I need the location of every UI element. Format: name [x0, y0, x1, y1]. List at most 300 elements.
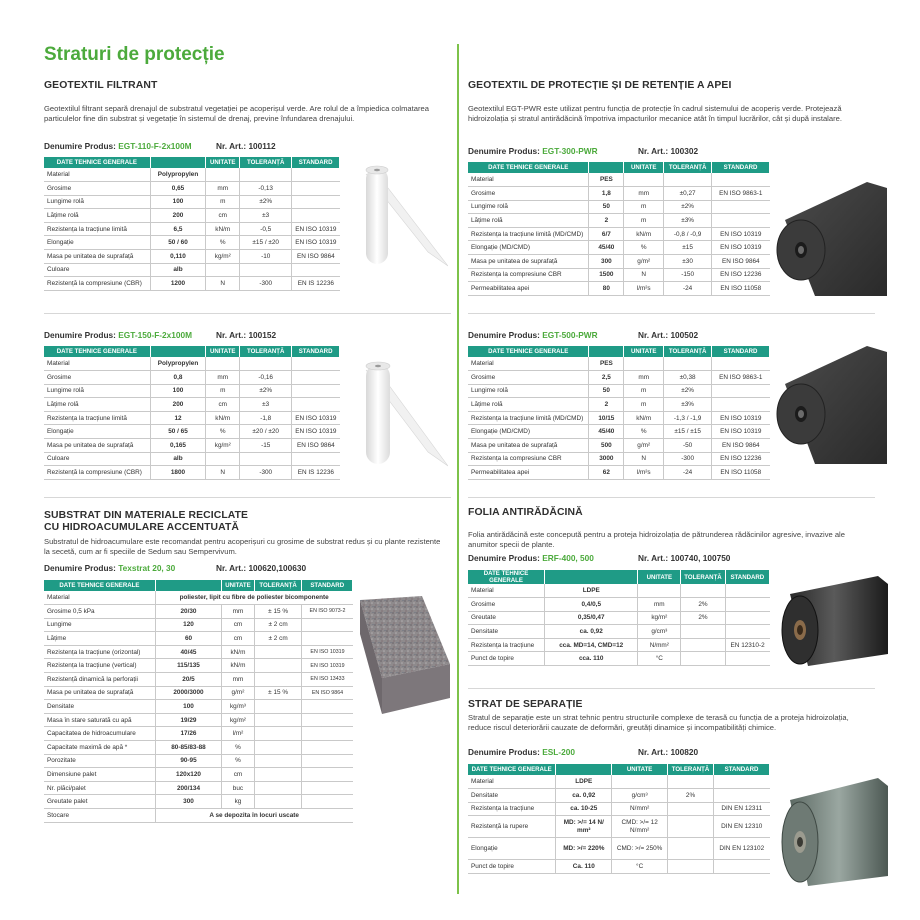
cell-label: Densitate — [468, 625, 545, 639]
cell-tolerance: 2% — [681, 611, 725, 625]
cell-standard — [302, 713, 353, 727]
cell-label: Capacitate maximă de apă * — [44, 741, 155, 755]
table-row — [44, 209, 340, 223]
table-row — [468, 789, 770, 803]
cell-tolerance: ±3% — [664, 398, 712, 412]
separator-line — [468, 688, 875, 689]
cell-value: 200 — [150, 398, 206, 412]
cell-label: Lățime rolă — [468, 398, 589, 412]
cell-label: Grosime — [44, 371, 150, 385]
cell-label: Masa pe unitatea de suprafață — [468, 439, 589, 453]
cell-standard: EN ISO 10319 — [712, 241, 770, 255]
cell-tolerance: ± 2 cm — [254, 618, 302, 632]
cell-unit: m — [206, 195, 240, 209]
cell-tolerance: ±0,27 — [664, 187, 712, 201]
cell-tolerance: ±0,38 — [664, 371, 712, 385]
cell-standard — [712, 214, 770, 228]
col-header-standard: STANDARD — [302, 580, 353, 591]
cell-value: Polypropylen — [150, 168, 206, 182]
cell-label: Rezistență dinamică la perforații — [44, 673, 155, 687]
cell-label: Porozitate — [44, 754, 155, 768]
cell-unit: kN/m — [222, 645, 255, 659]
cell-standard: EN 12310-2 — [725, 638, 769, 652]
cell-label: Nr. plăci/palet — [44, 781, 155, 795]
table-row — [468, 860, 770, 874]
cell-standard — [725, 625, 769, 639]
cell-value: 0,8 — [150, 371, 206, 385]
cell-value: 12 — [150, 411, 206, 425]
cell-unit: N/mm² — [612, 802, 668, 816]
cell-tolerance — [668, 816, 714, 838]
cell-unit: CMD: >/= 250% — [612, 838, 668, 860]
table-row — [468, 227, 770, 241]
cell-value: 20/30 — [155, 605, 221, 619]
cell-standard — [712, 398, 770, 412]
cell-value: ca. 0,92 — [556, 789, 612, 803]
table-row — [468, 652, 770, 666]
cell-standard — [302, 781, 353, 795]
product-line — [468, 330, 868, 340]
cell-standard: EN ISO 9864 — [302, 686, 353, 700]
cell-tolerance: -1,3 / -1,9 — [664, 411, 712, 425]
cell-standard — [292, 263, 340, 277]
art-label: Nr. Art.: — [638, 553, 669, 563]
section-description: Geotextilul EGT-PWR este utilizat pentru funcția de protecție în cadrul sistemului de acoperiș verde. Protejează hidroizolația și stratul antirădăcină împotriva impacturilor mecanice atât în timpul lucrărilor, cât și după instalare. — [468, 104, 842, 124]
cell-value: 45/40 — [589, 241, 624, 255]
col-header-date: DATE TEHNICE GENERALE — [44, 157, 150, 168]
table-row — [44, 452, 340, 466]
cell-value: alb — [150, 263, 206, 277]
cell-label: Material — [468, 584, 545, 598]
cell-tolerance: -24 — [664, 466, 712, 480]
col-header-date: DATE TEHNICE GENERALE — [468, 162, 589, 173]
cell-standard: EN ISO 9863-1 — [712, 371, 770, 385]
col-header-unitate: UNITATE — [206, 346, 240, 357]
cell-standard: EN ISO 10319 — [712, 411, 770, 425]
product-label: Denumire Produs: — [468, 330, 540, 340]
cell-label: Lungime rolă — [468, 200, 589, 214]
cell-standard — [292, 357, 340, 371]
table-row — [44, 686, 353, 700]
cell-label: Punct de topire — [468, 652, 545, 666]
cell-standard: EN ISO 9864 — [292, 250, 340, 264]
cell-unit: kg — [222, 795, 255, 809]
col-header-toleranta: TOLERANȚĂ — [240, 157, 292, 168]
col-header-date: DATE TEHNICE GENERALE — [468, 570, 545, 584]
cell-tolerance: -50 — [664, 439, 712, 453]
cell-value: 90-95 — [155, 754, 221, 768]
cell-label: Elongație — [468, 838, 556, 860]
table-row — [44, 713, 353, 727]
cell-unit — [206, 168, 240, 182]
cell-unit: kN/m — [206, 222, 240, 236]
cell-label: Material — [468, 357, 589, 371]
cell-label: Masa pe unitatea de suprafață — [44, 686, 155, 700]
cell-unit: mm — [206, 371, 240, 385]
col-header-unitate: UNITATE — [222, 580, 255, 591]
cell-value: PES — [589, 357, 624, 371]
cell-value: PES — [589, 173, 624, 187]
cell-tolerance — [254, 700, 302, 714]
cell-unit: % — [624, 425, 664, 439]
art-label: Nr. Art.: — [638, 146, 669, 156]
cell-unit: l/m²s — [624, 466, 664, 480]
product-code: Texstrat 20, 30 — [118, 563, 176, 573]
cell-value: 0,35/0,47 — [545, 611, 638, 625]
cell-unit — [638, 584, 681, 598]
cell-standard: EN ISO 9073-2 — [302, 605, 353, 619]
cell-unit: mm — [624, 371, 664, 385]
product-line — [468, 553, 868, 563]
table-row — [468, 466, 770, 480]
cell-label: Masa pe unitatea de suprafață — [44, 439, 150, 453]
col-header-toleranta: TOLERANȚĂ — [254, 580, 302, 591]
art-number: 100740, 100750 — [670, 553, 731, 563]
art-label: Nr. Art.: — [216, 563, 247, 573]
cell-label: Rezistența la tracțiune (vertical) — [44, 659, 155, 673]
dark-geotextile-roll-image — [775, 344, 887, 468]
table-row — [468, 584, 770, 598]
cell-label: Rezistență la compresiune (CBR) — [44, 466, 150, 480]
cell-label: Lungime rolă — [44, 384, 150, 398]
table-row — [468, 371, 770, 385]
cell-tolerance: ±15 / ±15 — [664, 425, 712, 439]
table-row — [44, 263, 340, 277]
section-title-geotextil-filtrant: GEOTEXTIL FILTRANT — [44, 80, 158, 91]
separator-line — [44, 497, 451, 498]
section-title-geotextil-protectie: GEOTEXTIL DE PROTECȚIE ȘI DE RETENȚIE A APEI — [468, 80, 732, 91]
cell-standard — [302, 727, 353, 741]
cell-standard: EN ISO 10319 — [302, 659, 353, 673]
cell-standard: EN ISO 9863-1 — [712, 187, 770, 201]
cell-standard: EN ISO 10319 — [292, 236, 340, 250]
col-header-standard: STANDARD — [712, 346, 770, 357]
cell-value: 50 / 65 — [150, 425, 206, 439]
col-header-toleranta: TOLERANȚĂ — [240, 346, 292, 357]
cell-standard — [292, 209, 340, 223]
cell-value: 300 — [589, 255, 624, 269]
cell-label: Lățime rolă — [44, 398, 150, 412]
cell-tolerance — [254, 741, 302, 755]
col-header-spacer — [556, 764, 612, 775]
cell-unit — [206, 357, 240, 371]
table-row — [44, 222, 340, 236]
table-row — [468, 611, 770, 625]
cell-standard: EN ISO 10319 — [302, 645, 353, 659]
black-foil-roll-image — [778, 574, 888, 668]
cell-value: 60 — [155, 632, 221, 646]
cell-unit: g/m² — [624, 439, 664, 453]
cell-unit: m — [624, 200, 664, 214]
separator-line — [44, 313, 451, 314]
cell-value: 50 / 60 — [150, 236, 206, 250]
cell-standard — [292, 452, 340, 466]
cell-unit: CMD: >/= 12 N/mm² — [612, 816, 668, 838]
table-row — [44, 182, 340, 196]
cell-standard: EN ISO 9864 — [712, 439, 770, 453]
cell-tolerance — [254, 659, 302, 673]
table-row — [44, 250, 340, 264]
cell-tolerance: -300 — [664, 452, 712, 466]
product-label: Denumire Produs: — [468, 747, 540, 757]
product-code: EGT-500-PWR — [542, 330, 598, 340]
col-header-unitate-spacer — [155, 580, 221, 591]
cell-tolerance: 2% — [681, 598, 725, 612]
cell-label: Rezistența la tracțiune limită (MD/CMD) — [468, 227, 589, 241]
cell-label: Dimensiune palet — [44, 768, 155, 782]
cell-value: 0,65 — [150, 182, 206, 196]
cell-unit: m — [624, 384, 664, 398]
cell-unit: kg/m² — [206, 250, 240, 264]
cell-value: 0,110 — [150, 250, 206, 264]
cell-label: Rezistența la compresiune CBR — [468, 268, 589, 282]
cell-unit: % — [222, 741, 255, 755]
cell-standard: DIN EN 12311 — [714, 802, 770, 816]
art-number: 100620,100630 — [248, 563, 307, 573]
col-header-standard: STANDARD — [714, 764, 770, 775]
col-header-unitate: UNITATE — [624, 346, 664, 357]
cell-tolerance — [664, 357, 712, 371]
col-header-spacer — [150, 157, 206, 168]
cell-value: 100 — [150, 195, 206, 209]
cell-unit: buc — [222, 781, 255, 795]
col-header-spacer — [545, 570, 638, 584]
cell-unit: mm — [624, 187, 664, 201]
cell-label: Material — [44, 591, 155, 605]
spec-table — [468, 346, 770, 480]
table-row — [44, 659, 353, 673]
cell-unit: m — [624, 398, 664, 412]
table-row — [44, 466, 340, 480]
table-row — [468, 357, 770, 371]
table-row — [468, 816, 770, 838]
table-row — [468, 452, 770, 466]
cell-label: Grosime — [468, 371, 589, 385]
cell-value: 2 — [589, 398, 624, 412]
cell-label: Greutate — [468, 611, 545, 625]
cell-label: Permeabilitatea apei — [468, 466, 589, 480]
cell-unit: % — [206, 425, 240, 439]
table-row — [468, 200, 770, 214]
cell-label: Elongație (MD/CMD) — [468, 241, 589, 255]
cell-value: 2 — [589, 214, 624, 228]
cell-unit: g/m² — [222, 686, 255, 700]
cell-standard — [712, 357, 770, 371]
cell-label: Culoare — [44, 452, 150, 466]
col-header-spacer — [589, 346, 624, 357]
cell-label: Elongație — [44, 236, 150, 250]
cell-value: 6/7 — [589, 227, 624, 241]
table-row — [44, 605, 353, 619]
section-description: Stratul de separație este un strat tehnic pentru structurile complexe de terasă cu funcția de a proteja hidroizolația, reduce riscul deteriorării cauzate de deformări, greutăți dinamice și incompatibilități chimice. — [468, 713, 849, 733]
cell-tolerance: ±2% — [664, 200, 712, 214]
cell-label: Material — [44, 168, 150, 182]
cell-unit: kN/m — [206, 411, 240, 425]
cell-label: Lungime rolă — [468, 384, 589, 398]
product-code: EGT-300-PWR — [542, 146, 598, 156]
cell-value: 2000/3000 — [155, 686, 221, 700]
table-row — [468, 802, 770, 816]
white-geotextile-roll-image — [358, 162, 448, 270]
cell-value: 10/15 — [589, 411, 624, 425]
product-code: EGT-150-F-2x100M — [118, 330, 193, 340]
table-row — [44, 795, 353, 809]
cell-tolerance — [254, 768, 302, 782]
cell-tolerance — [254, 727, 302, 741]
cell-label: Culoare — [44, 263, 150, 277]
cell-tolerance — [668, 802, 714, 816]
cell-tolerance — [681, 625, 725, 639]
art-number: 100112 — [248, 141, 276, 151]
cell-standard — [712, 200, 770, 214]
cell-tolerance: -150 — [664, 268, 712, 282]
cell-value: 19/29 — [155, 713, 221, 727]
cell-value: 1200 — [150, 277, 206, 291]
cell-standard: EN ISO 10319 — [292, 411, 340, 425]
cell-label: Lățime rolă — [44, 209, 150, 223]
cell-tolerance: -300 — [240, 277, 292, 291]
cell-standard: EN IS 12236 — [292, 277, 340, 291]
col-header-unitate: UNITATE — [206, 157, 240, 168]
cell-label: Material — [468, 173, 589, 187]
product-line — [468, 146, 868, 156]
cell-standard — [292, 168, 340, 182]
cell-standard — [725, 598, 769, 612]
cell-tolerance — [668, 860, 714, 874]
col-header-standard: STANDARD — [725, 570, 769, 584]
cell-label: Masa în stare saturată cu apă — [44, 713, 155, 727]
cell-unit: cm — [222, 768, 255, 782]
spec-table — [468, 162, 770, 296]
art-label: Nr. Art.: — [216, 141, 247, 151]
art-label: Nr. Art.: — [638, 330, 669, 340]
table-row — [468, 439, 770, 453]
cell-unit: °C — [638, 652, 681, 666]
cell-value: 6,5 — [150, 222, 206, 236]
cell-unit: °C — [612, 860, 668, 874]
col-header-date: DATE TEHNICE GENERALE — [44, 580, 155, 591]
cell-standard: DIN EN 123102 — [714, 838, 770, 860]
table-row — [44, 618, 353, 632]
cell-value: 300 — [155, 795, 221, 809]
spec-table — [468, 570, 770, 666]
cell-unit: kg/m² — [206, 439, 240, 453]
cell-tolerance: 2% — [668, 789, 714, 803]
cell-unit — [206, 452, 240, 466]
cell-label: Material — [44, 357, 150, 371]
cell-tolerance — [254, 645, 302, 659]
cell-label: Greutate palet — [44, 795, 155, 809]
cell-label: Lățime rolă — [468, 214, 589, 228]
cell-unit: N/mm² — [638, 638, 681, 652]
cell-value: poliester, lipit cu fibre de poliester bicomponente — [155, 591, 352, 605]
grey-foil-roll-image — [778, 776, 888, 888]
table-row — [44, 425, 340, 439]
product-code: ESL-200 — [542, 747, 575, 757]
cell-standard: EN ISO 10319 — [712, 227, 770, 241]
cell-standard: EN ISO 10319 — [712, 425, 770, 439]
cell-value: 0,4/0,5 — [545, 598, 638, 612]
cell-label: Rezistența la compresiune CBR — [468, 452, 589, 466]
cell-value: 120 — [155, 618, 221, 632]
cell-label: Densitate — [468, 789, 556, 803]
cell-value: 45/40 — [589, 425, 624, 439]
cell-tolerance — [254, 781, 302, 795]
col-header-unitate: UNITATE — [638, 570, 681, 584]
spec-table — [468, 764, 770, 874]
table-row — [468, 384, 770, 398]
cell-label: Rezistența la tracțiune — [468, 638, 545, 652]
cell-label: Rezistența la tracțiune (orizontal) — [44, 645, 155, 659]
art-number: 100302 — [670, 146, 699, 156]
cell-tolerance: ± 2 cm — [254, 632, 302, 646]
cell-standard — [725, 611, 769, 625]
cell-unit: mm — [638, 598, 681, 612]
cell-value: LDPE — [556, 775, 612, 789]
cell-unit: kg/m² — [638, 611, 681, 625]
cell-standard — [302, 632, 353, 646]
col-header-toleranta: TOLERANȚĂ — [668, 764, 714, 775]
col-header-standard: STANDARD — [292, 157, 340, 168]
col-header-unitate: UNITATE — [612, 764, 668, 775]
product-label: Denumire Produs: — [44, 141, 116, 151]
section-description: Geotextilul filtrant separă drenajul de substratul vegetației pe acoperișul verde. Are rolul de a împiedica colmatarea particulelor fine din substrat și vegetație în sistemul de drenaj, previne înfundarea drenajului. — [44, 104, 429, 124]
cell-tolerance: ±2% — [664, 384, 712, 398]
cell-standard — [292, 371, 340, 385]
cell-tolerance — [240, 452, 292, 466]
col-header-date: DATE TEHNICE GENERALE — [468, 764, 556, 775]
cell-value: 50 — [589, 200, 624, 214]
col-header-toleranta: TOLERANȚĂ — [681, 570, 725, 584]
cell-standard: EN ISO 13433 — [302, 673, 353, 687]
table-row — [44, 439, 340, 453]
cell-unit: kN/m — [222, 659, 255, 673]
cell-standard: EN ISO 10319 — [292, 425, 340, 439]
cell-value: 100 — [155, 700, 221, 714]
cell-label: Rezistență la compresiune (CBR) — [44, 277, 150, 291]
product-label: Denumire Produs: — [44, 330, 116, 340]
cell-unit: % — [206, 236, 240, 250]
cell-standard: EN ISO 10319 — [292, 222, 340, 236]
cell-value: cca. 110 — [545, 652, 638, 666]
cell-value: 20/5 — [155, 673, 221, 687]
cell-value: A se depozita în locuri uscate — [155, 809, 352, 823]
cell-value: 500 — [589, 439, 624, 453]
section-title-substrat-line2: CU HIDROACUMULARE ACCENTUATĂ — [44, 522, 240, 533]
cell-standard — [714, 860, 770, 874]
section-title-substrat-line1: SUBSTRAT DIN MATERIALE RECICLATE — [44, 510, 249, 521]
art-label: Nr. Art.: — [216, 330, 247, 340]
cell-standard — [712, 173, 770, 187]
art-number: 100820 — [670, 747, 699, 757]
cell-standard — [302, 700, 353, 714]
cell-unit: N — [206, 466, 240, 480]
cell-standard — [292, 398, 340, 412]
cell-tolerance: ±3 — [240, 398, 292, 412]
cell-label: Stocare — [44, 809, 155, 823]
table-row — [468, 775, 770, 789]
cell-label: Punct de topire — [468, 860, 556, 874]
cell-value: 80-85/83-88 — [155, 741, 221, 755]
table-row — [44, 645, 353, 659]
cell-label: Lungime rolă — [44, 195, 150, 209]
cell-tolerance: -0,13 — [240, 182, 292, 196]
col-header-toleranta: TOLERANȚĂ — [664, 346, 712, 357]
cell-tolerance: ± 15 % — [254, 686, 302, 700]
cell-standard: EN ISO 11058 — [712, 466, 770, 480]
cell-unit — [612, 775, 668, 789]
cell-value: MD: >/= 14 N/ mm² — [556, 816, 612, 838]
